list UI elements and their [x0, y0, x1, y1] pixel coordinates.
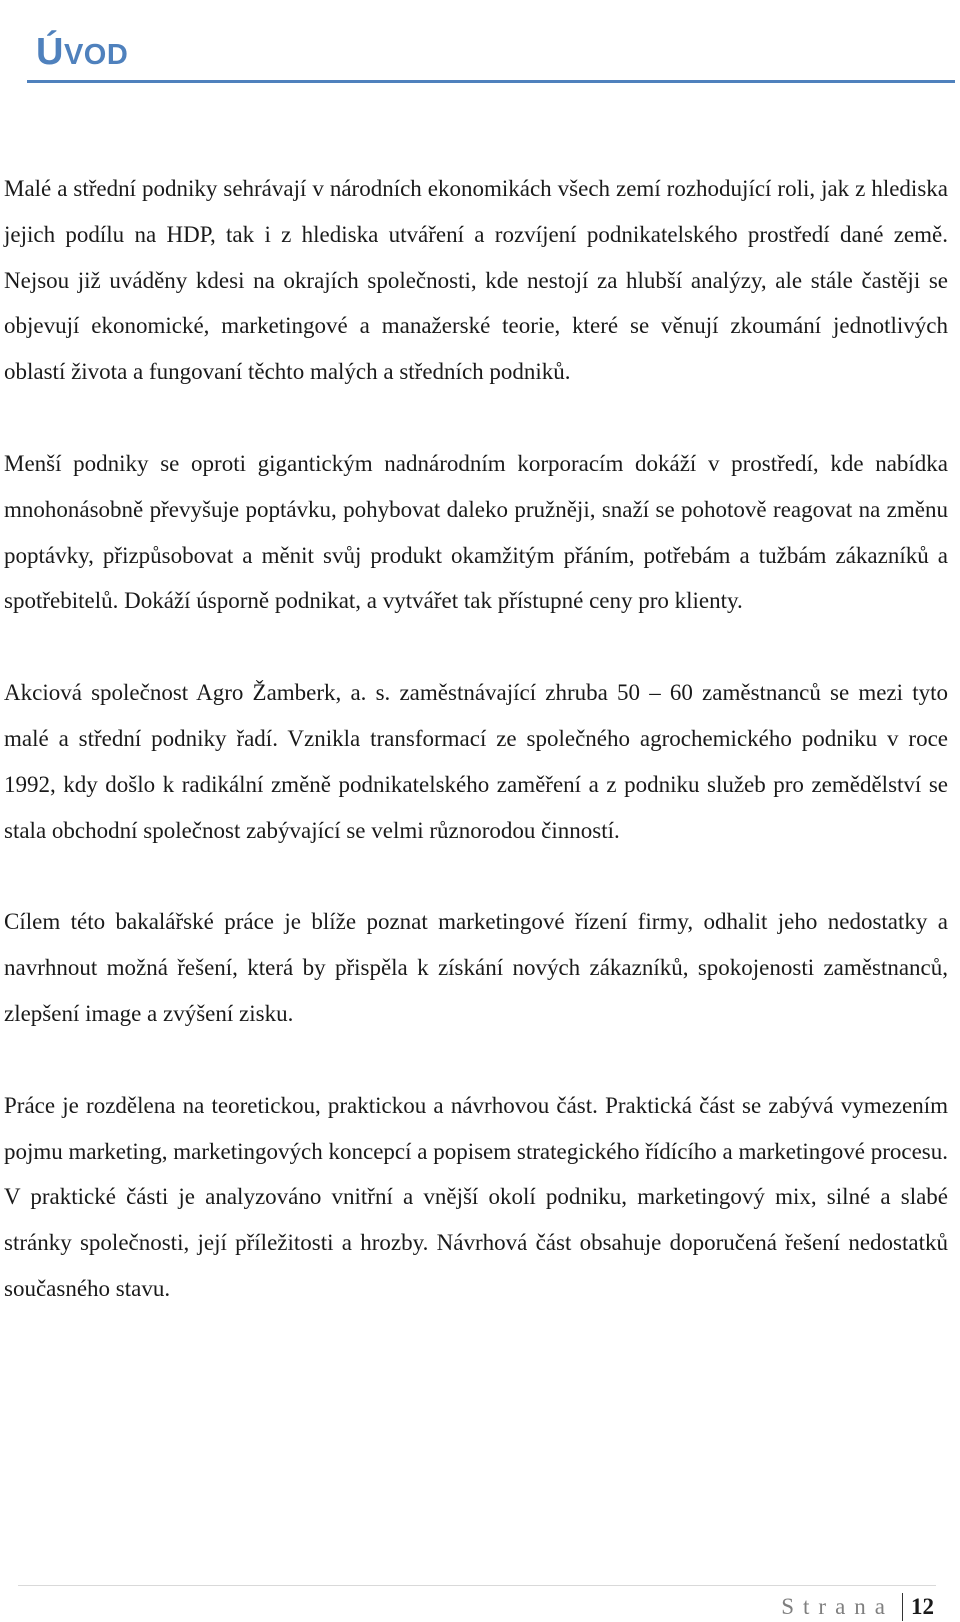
paragraph-3: Akciová společnost Agro Žamberk, a. s. zaměstnávající zhruba 50 – 60 zaměstnanců se mezi tyto malé a střední podniky řadí. Vznikla transformací ze společného agrochemického podniku v roce 1992, kdy došlo k radikální změně podnikatelského zaměření a z podniku služeb pro zemědělství se stala obchodní společnost zabývající se velmi různorodou činností. [4, 680, 948, 843]
footer-page-label: Strana [781, 1594, 894, 1619]
paragraph-5: Práce je rozdělena na teoretickou, praktickou a návrhovou část. Praktická část se zabývá vymezením pojmu marketing, marketingových koncepcí a popisem strategického řídícího a marketingové procesu. V praktické části je analyzováno vnitřní a vnější okolí podniku, marketingový mix, silné a slabé stránky společnosti, její příležitosti a hrozby. Návrhová část obsahuje doporučená řešení nedostatků současného stavu. [4, 1092, 948, 1301]
body-text [4, 166, 948, 1358]
heading-divider [27, 80, 955, 83]
paragraph-4: Cílem této bakalářské práce je blíže poznat marketingové řízení firmy, odhalit jeho nedostatky a navrhnout možná řešení, která by přispěla k získání nových zákazníků, spokojenosti zaměstnanců, zlepšení image a zvýšení zisku. [4, 909, 948, 1026]
page-heading [36, 27, 128, 80]
paragraph-2: Menší podniky se oproti gigantickým nadnárodním korporacím dokáží v prostředí, kde nabídka mnohonásobně převyšuje poptávku, pohybovat daleko pružněji, snaží se pohotově reagovat na změnu poptávky, přizpůsobovat a měnit svůj produkt okamžitým přáním, potřebám a tužbám zákazníků a spotřebitelů. Dokáží úsporně podnikat, a vytvářet tak přístupné ceny pro klienty. [4, 450, 948, 614]
heading-first-letter: Ú [36, 31, 64, 74]
footer-divider [18, 1585, 936, 1586]
footer-separator [902, 1593, 903, 1621]
page-footer [781, 1592, 934, 1622]
heading-rest: VOD [63, 39, 129, 72]
paragraph-1: Malé a střední podniky sehrávají v národních ekonomikách všech zemí rozhodující roli, jak z hlediska jejich podílu na HDP, tak i z hlediska utváření a rozvíjení podnikatelského prostředí dané země. Nejsou již uváděny kdesi na okrajích společnosti, kde nestojí za hlubší analýzy, ale stále častěji se objevují ekonomické, marketingové a manažerské teorie, které se věnují zkoumání jednotlivých oblastí života a fungovaní těchto malých a středních podniků. [4, 176, 948, 385]
page-number: 12 [911, 1594, 934, 1619]
